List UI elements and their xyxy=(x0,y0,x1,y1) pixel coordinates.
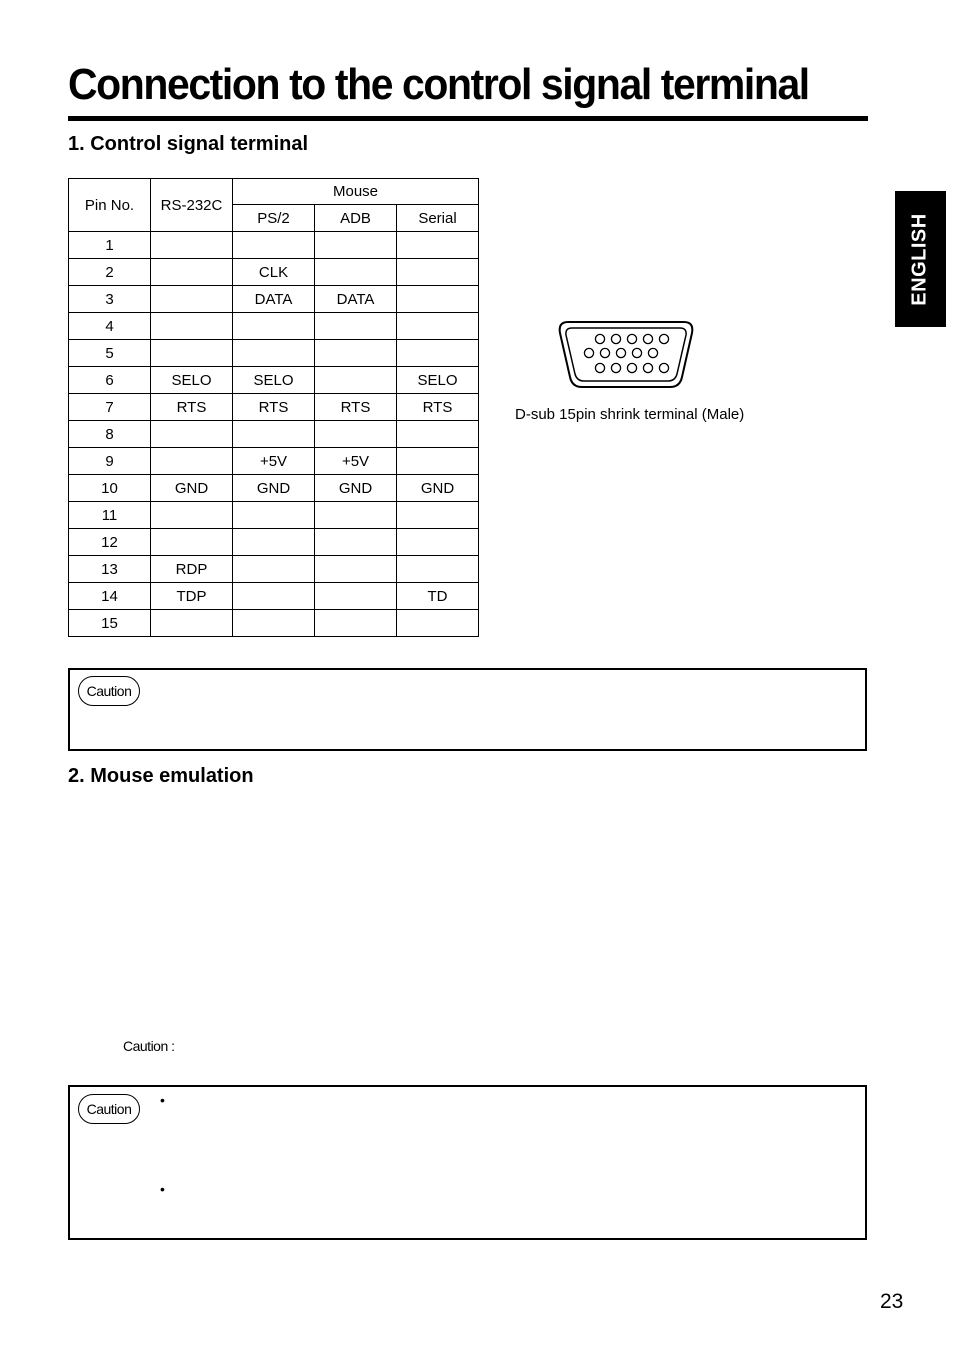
table-row xyxy=(69,502,479,529)
signal-cell xyxy=(233,502,315,529)
table-row xyxy=(69,313,479,340)
caution-label: Caution xyxy=(78,676,140,706)
signal-cell xyxy=(151,448,233,475)
table-row xyxy=(69,367,479,394)
signal-cell xyxy=(151,232,233,259)
signal-cell: TD xyxy=(397,583,479,610)
connector-pin xyxy=(643,334,652,343)
signal-cell: SELO xyxy=(233,367,315,394)
signal-cell xyxy=(397,610,479,637)
signal-cell xyxy=(397,448,479,475)
pin-number-cell: 14 xyxy=(69,583,151,610)
table-row xyxy=(69,394,479,421)
signal-cell xyxy=(233,340,315,367)
signal-cell xyxy=(151,259,233,286)
signal-cell xyxy=(233,556,315,583)
connector-pin xyxy=(632,348,641,357)
pin-number-cell: 11 xyxy=(69,502,151,529)
connector-pin xyxy=(627,334,636,343)
pin-number-cell: 13 xyxy=(69,556,151,583)
signal-cell xyxy=(397,313,479,340)
pin-number-cell: 8 xyxy=(69,421,151,448)
signal-cell: GND xyxy=(315,475,397,502)
language-tab xyxy=(895,191,946,327)
table-row xyxy=(69,583,479,610)
signal-cell: DATA xyxy=(233,286,315,313)
inline-caution-label: Caution : xyxy=(123,1038,175,1054)
title-rule xyxy=(68,116,868,121)
signal-cell: TDP xyxy=(151,583,233,610)
table-row xyxy=(69,259,479,286)
table-row xyxy=(69,556,479,583)
connector-pin xyxy=(648,348,657,357)
signal-cell: SELO xyxy=(151,367,233,394)
connector-pin xyxy=(584,348,593,357)
caution-box-2 xyxy=(68,1085,867,1240)
bullet-1: • xyxy=(160,1092,165,1108)
signal-cell xyxy=(315,556,397,583)
signal-cell xyxy=(315,313,397,340)
signal-cell: SELO xyxy=(397,367,479,394)
signal-cell xyxy=(315,340,397,367)
pin-number-cell: 6 xyxy=(69,367,151,394)
signal-cell xyxy=(151,313,233,340)
connector-pin xyxy=(627,363,636,372)
signal-cell xyxy=(397,556,479,583)
caution-box-1 xyxy=(68,668,867,751)
table-row xyxy=(69,232,479,259)
caution-label: Caution xyxy=(78,1094,140,1124)
signal-cell xyxy=(151,502,233,529)
table-row xyxy=(69,448,479,475)
signal-cell: +5V xyxy=(233,448,315,475)
signal-cell xyxy=(397,259,479,286)
pin-number-cell: 10 xyxy=(69,475,151,502)
header-ps2: PS/2 xyxy=(233,205,315,232)
signal-cell xyxy=(233,313,315,340)
signal-cell xyxy=(315,502,397,529)
connector-pin xyxy=(600,348,609,357)
signal-cell xyxy=(233,610,315,637)
table-row xyxy=(69,421,479,448)
signal-cell: GND xyxy=(233,475,315,502)
signal-cell: DATA xyxy=(315,286,397,313)
header-mouse: Mouse xyxy=(233,179,479,205)
header-rs232c: RS-232C xyxy=(151,179,233,232)
signal-cell: RTS xyxy=(315,394,397,421)
signal-cell xyxy=(233,232,315,259)
pin-number-cell: 1 xyxy=(69,232,151,259)
signal-cell xyxy=(397,232,479,259)
signal-cell xyxy=(151,340,233,367)
signal-cell: CLK xyxy=(233,259,315,286)
connector-pin xyxy=(595,363,604,372)
pin-number-cell: 9 xyxy=(69,448,151,475)
table-row xyxy=(69,286,479,313)
signal-cell xyxy=(233,529,315,556)
signal-cell: GND xyxy=(397,475,479,502)
header-adb: ADB xyxy=(315,205,397,232)
signal-cell xyxy=(151,529,233,556)
page-title: Connection to the control signal terminal xyxy=(68,60,809,109)
connector-pin xyxy=(643,363,652,372)
signal-cell: +5V xyxy=(315,448,397,475)
pin-number-cell: 3 xyxy=(69,286,151,313)
pin-assignment-table xyxy=(68,178,479,637)
connector-pin xyxy=(611,363,620,372)
signal-cell: RTS xyxy=(397,394,479,421)
signal-cell xyxy=(397,529,479,556)
connector-pin xyxy=(659,363,668,372)
signal-cell xyxy=(151,421,233,448)
signal-cell xyxy=(151,610,233,637)
signal-cell xyxy=(315,421,397,448)
signal-cell xyxy=(397,502,479,529)
connector-pin xyxy=(659,334,668,343)
connector-caption: D-sub 15pin shrink terminal (Male) xyxy=(515,406,745,423)
pin-number-cell: 2 xyxy=(69,259,151,286)
signal-cell xyxy=(233,583,315,610)
signal-cell xyxy=(397,421,479,448)
pin-number-cell: 4 xyxy=(69,313,151,340)
connector-pin xyxy=(595,334,604,343)
signal-cell: RTS xyxy=(151,394,233,421)
signal-cell xyxy=(315,583,397,610)
signal-cell xyxy=(315,259,397,286)
connector-pin xyxy=(611,334,620,343)
signal-cell xyxy=(397,340,479,367)
header-serial: Serial xyxy=(397,205,479,232)
signal-cell: RDP xyxy=(151,556,233,583)
pin-number-cell: 7 xyxy=(69,394,151,421)
language-tab-label: ENGLISH xyxy=(909,212,931,306)
signal-cell: RTS xyxy=(233,394,315,421)
connector-pin xyxy=(616,348,625,357)
table-row xyxy=(69,340,479,367)
table-row xyxy=(69,610,479,637)
signal-cell xyxy=(315,367,397,394)
pin-number-cell: 15 xyxy=(69,610,151,637)
header-pin-no: Pin No. xyxy=(69,179,151,232)
pin-number-cell: 5 xyxy=(69,340,151,367)
table-row xyxy=(69,475,479,502)
bullet-2: • xyxy=(160,1181,165,1197)
signal-cell xyxy=(315,610,397,637)
signal-cell xyxy=(315,232,397,259)
signal-cell xyxy=(397,286,479,313)
signal-cell xyxy=(151,286,233,313)
signal-cell xyxy=(233,421,315,448)
signal-cell: GND xyxy=(151,475,233,502)
page-number: 23 xyxy=(880,1290,904,1313)
section-heading-mouse-emulation: 2. Mouse emulation xyxy=(68,765,254,787)
pin-number-cell: 12 xyxy=(69,529,151,556)
table-row xyxy=(69,529,479,556)
dsub-15pin-connector-icon xyxy=(558,319,698,391)
signal-cell xyxy=(315,529,397,556)
section-heading-control-signal: 1. Control signal terminal xyxy=(68,133,309,155)
